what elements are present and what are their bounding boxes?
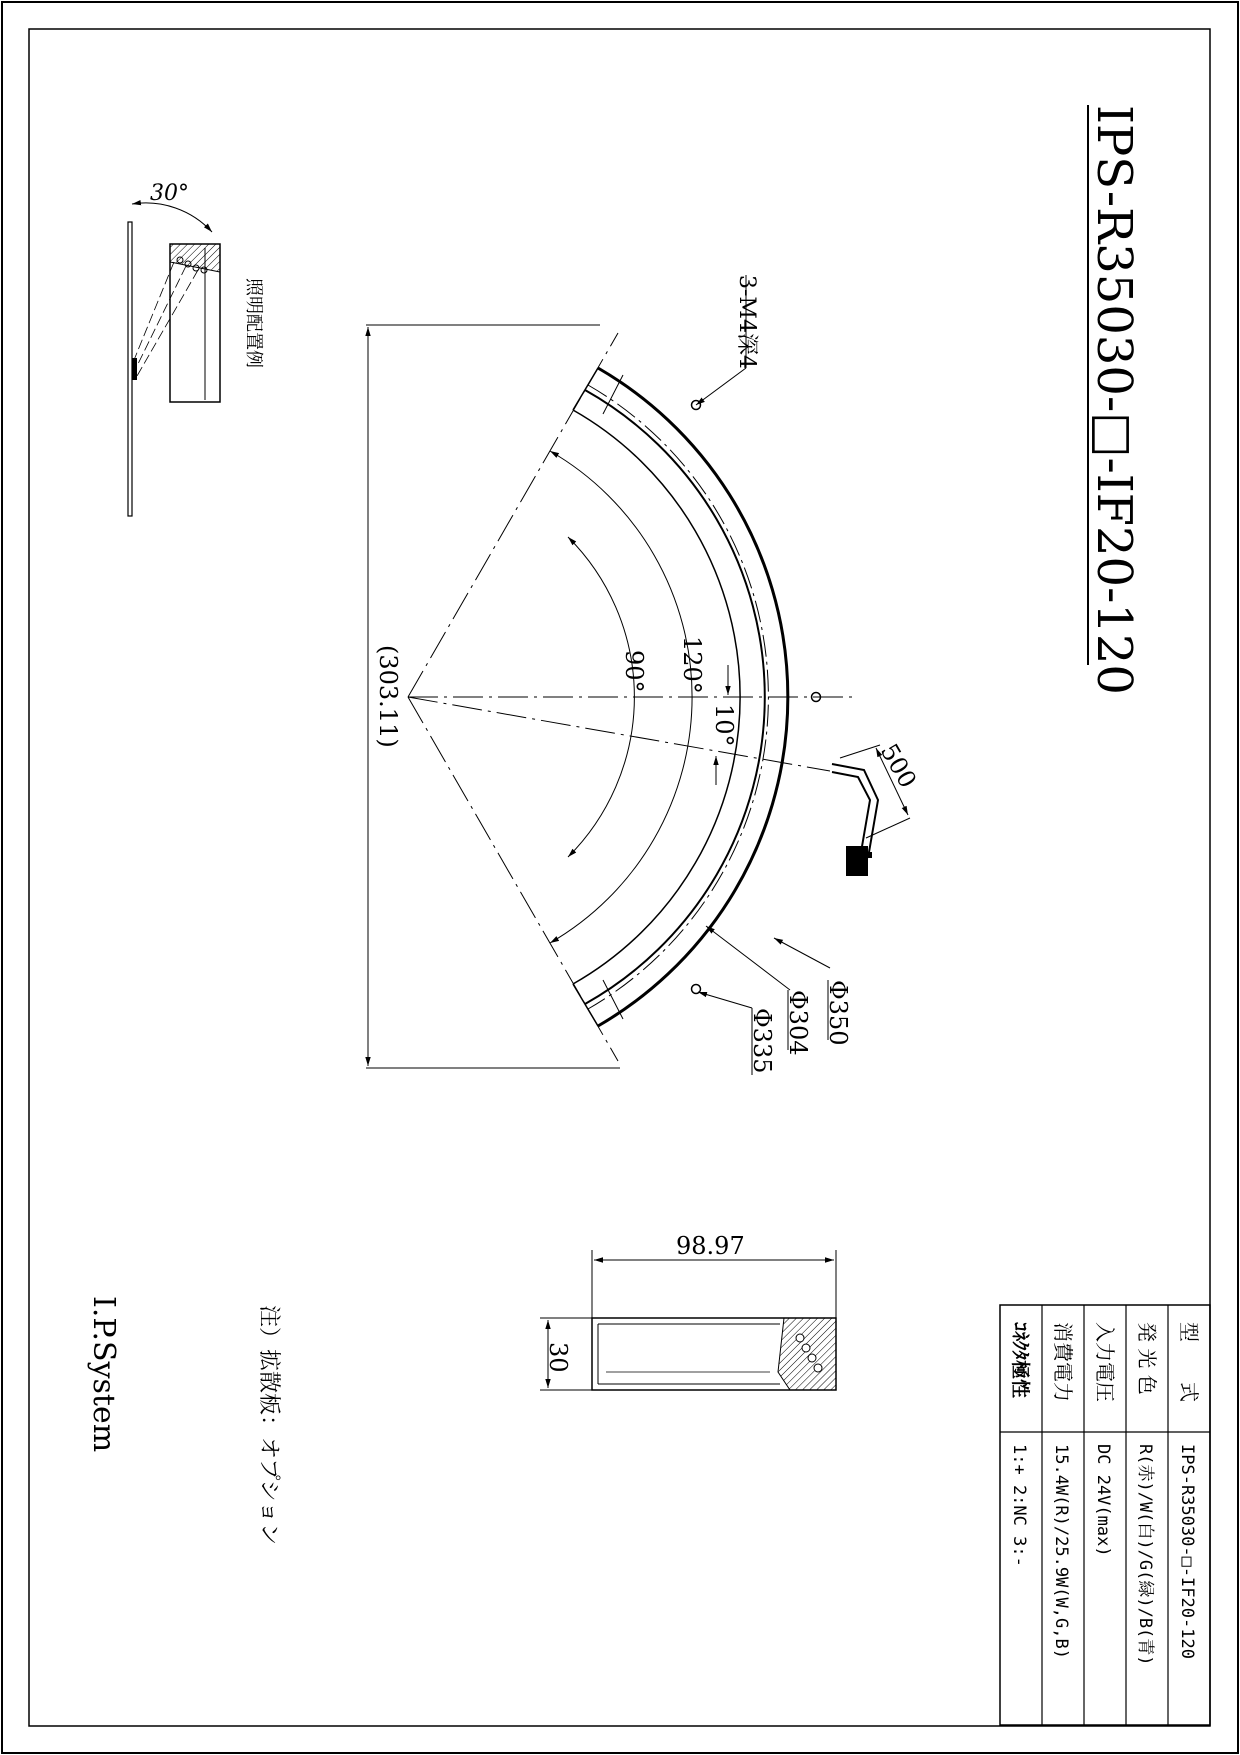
- light-ray-2: [137, 266, 186, 366]
- cable-length-label: 500: [874, 739, 922, 793]
- spec-table: [1000, 1305, 1210, 1725]
- work-plate-mark: [132, 358, 137, 380]
- side-led-1: [796, 1334, 804, 1342]
- side-view: [540, 1232, 836, 1390]
- lighting-example-label: 照明配置例: [243, 278, 264, 368]
- chord-length-label: (303.11): [374, 645, 402, 748]
- light-ray-3: [137, 270, 198, 376]
- spec-value-model: IPS-R35030-□-IF20-120: [1177, 1444, 1197, 1659]
- leader-phi304: [706, 926, 790, 990]
- lighting-example: [128, 181, 264, 516]
- side-led-4: [814, 1364, 822, 1372]
- spec-label-connector: ｺﾈｸﾀ極性: [1009, 1322, 1031, 1399]
- work-plate: [128, 222, 132, 516]
- angle-inner-label: 90°: [620, 650, 648, 693]
- width-side-label: 98.97: [676, 1232, 745, 1260]
- spec-value-voltage: DC 24V(max): [1093, 1444, 1113, 1557]
- side-led-2: [802, 1344, 810, 1352]
- cable-dim-ext-1: [840, 745, 880, 758]
- connector: [846, 846, 868, 876]
- tilt-angle-arc: [132, 203, 212, 232]
- spec-value-color: R(赤)/W(白)/G(緑)/B(青): [1135, 1444, 1155, 1666]
- arc-lighting-view: [366, 275, 922, 1075]
- connector-lead: [862, 852, 872, 858]
- title-model: IPS-R35030-□-IF20-120: [1086, 105, 1142, 695]
- spec-label-voltage: 入力電圧: [1093, 1322, 1117, 1402]
- diffuser-note: 注）拡散板：オプション: [256, 1305, 281, 1546]
- cable: [832, 764, 878, 858]
- spec-label-color: 発 光 色: [1135, 1322, 1159, 1395]
- tilt-angle-label: 30°: [150, 181, 189, 206]
- outer-diameter-label: Φ350: [824, 980, 852, 1046]
- leader-phi335: [698, 992, 752, 1008]
- company-name: I.P.System: [86, 1296, 121, 1453]
- spec-value-connector: 1:+ 2:NC 3:-: [1009, 1444, 1029, 1567]
- side-hatch: [778, 1318, 836, 1390]
- bolt-circle-label: Φ335: [748, 1008, 776, 1074]
- cable-2: [832, 772, 870, 858]
- leader-hole-note: [696, 368, 746, 405]
- angle-total-label: 120°: [678, 636, 706, 694]
- light-ray-1: [134, 262, 174, 360]
- angle-offset-label: 10°: [710, 704, 738, 747]
- spec-label-model: 型 式: [1177, 1322, 1201, 1402]
- leader-phi350: [774, 938, 830, 968]
- spec-value-power: 15.4W(R)/25.9W(W,G,B): [1051, 1444, 1071, 1659]
- hole-note-label: 3-M4深4: [734, 275, 759, 369]
- inner-border: [29, 29, 1210, 1726]
- side-led-3: [808, 1354, 816, 1362]
- inner-diameter-label: Φ304: [784, 990, 812, 1056]
- height-side-label: 30: [544, 1342, 572, 1373]
- spec-label-power: 消費電力: [1051, 1322, 1075, 1402]
